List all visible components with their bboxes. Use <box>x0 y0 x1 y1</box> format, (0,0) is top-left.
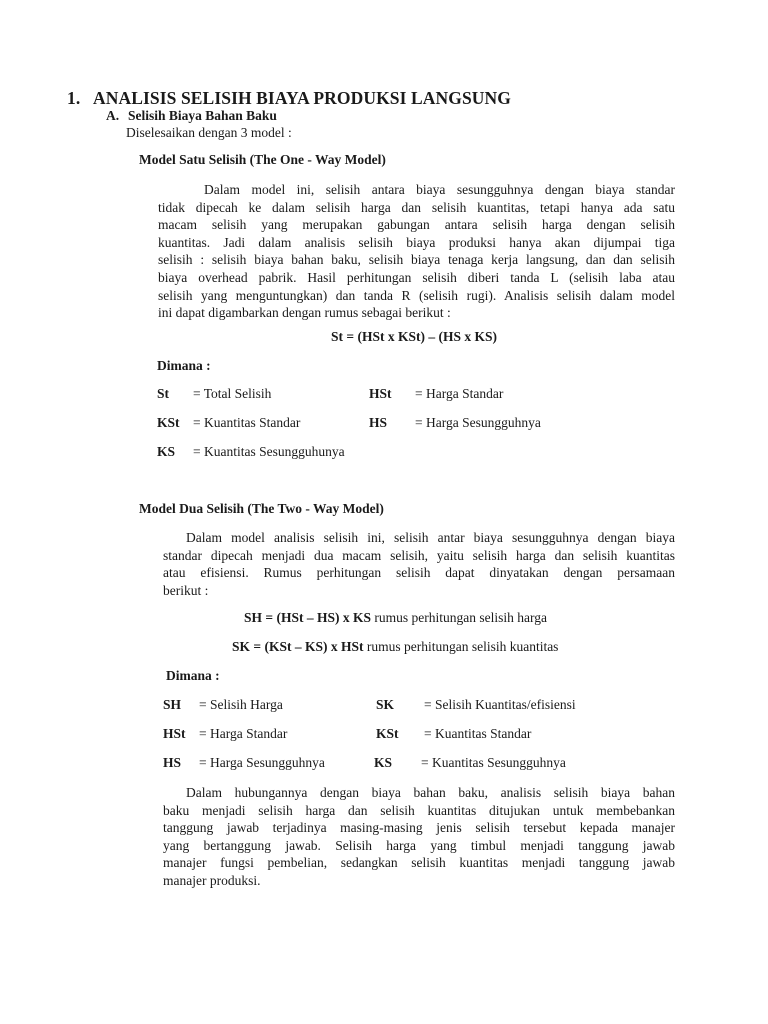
subsection-letter: A. <box>106 108 120 123</box>
paragraph-line: Dalam model analisis selisih ini, selisih antar biaya sesungguhnya dengan biaya <box>186 530 675 545</box>
paragraph-line: yang bertanggung jawab. Selisih harga yang timbul menjadi tanggung jawab <box>163 837 675 853</box>
def-term: HSt <box>163 726 186 741</box>
def-term: HS <box>163 755 182 770</box>
def-desc: = Harga Standar <box>415 386 504 401</box>
model-one-paragraph <box>158 181 675 322</box>
def-term: St <box>157 386 170 401</box>
def-term: SH <box>163 697 182 712</box>
paragraph-line: selisih yang menguntungkan) dan tanda R (selisih rugi). Analisis selisih dalam model <box>158 287 675 303</box>
paragraph-line: standar dipecah menjadi dua macam selisih, yaitu selisih harga dan selisih kuantitas <box>163 547 675 563</box>
intro-text: Diselesaikan dengan 3 model : <box>126 125 292 140</box>
subsection-title: Selisih Biaya Bahan Baku <box>128 108 277 123</box>
formula-expression: SK = (KSt – KS) x HSt <box>232 639 364 654</box>
paragraph-line: macam selisih yang merupakan gabungan antara selisih harga dengan selisih <box>158 217 675 233</box>
def-term: HSt <box>369 386 392 401</box>
formula-caption: rumus perhitungan selisih harga <box>370 610 547 625</box>
def-desc: = Total Selisih <box>193 386 272 401</box>
paragraph-line: ini dapat digambarkan dengan rumus sebagai berikut : <box>158 305 451 321</box>
model-two-paragraph <box>163 529 675 599</box>
model-one-formula: St = (HSt x KSt) – (HS x KS) <box>331 329 497 344</box>
paragraph-line: kuantitas. Jadi dalam analisis selisih biaya produksi hanya akan dijumpai tiga <box>158 234 675 250</box>
def-desc: = Kuantitas Standar <box>424 726 532 741</box>
def-desc: = Harga Sesungguhnya <box>199 755 325 770</box>
section-number: 1. <box>67 88 81 108</box>
def-term: SK <box>376 697 395 712</box>
paragraph-line: manajer fungsi pembelian, sedangkan selisih kuantitas menjadi tanggung jawab <box>163 855 675 871</box>
formula-expression: SH = (HSt – HS) x KS <box>244 610 371 625</box>
def-term: KSt <box>157 415 180 430</box>
paragraph-line: atau efisiensi. Rumus perhitungan selisih dapat dinyatakan dengan persamaan <box>163 565 675 581</box>
formula-kuantitas <box>232 639 558 655</box>
paragraph-line: Dalam hubungannya dengan biaya bahan baku, analisis selisih biaya bahan <box>186 785 675 800</box>
model-two-dimana: Dimana : <box>166 668 220 683</box>
def-desc: = Selisih Harga <box>199 697 283 712</box>
def-term: KSt <box>376 726 399 741</box>
def-term: KS <box>157 444 176 459</box>
def-desc: = Selisih Kuantitas/efisiensi <box>424 697 576 712</box>
model-one-title: Model Satu Selisih (The One - Way Model) <box>139 152 386 167</box>
model-two-title: Model Dua Selisih (The Two - Way Model) <box>139 501 384 516</box>
formula-harga <box>244 610 547 626</box>
def-term: KS <box>374 755 393 770</box>
paragraph-line: manajer produksi. <box>163 872 261 888</box>
section-title: ANALISIS SELISIH BIAYA PRODUKSI LANGSUNG <box>93 88 511 108</box>
paragraph-line: biaya overhead pabrik. Hasil perhitungan selisih diberi tanda L (selisih laba atau <box>158 269 675 285</box>
paragraph-line: Dalam model ini, selisih antara biaya sesungguhnya dengan biaya standar <box>204 182 675 197</box>
def-desc: = Harga Sesungguhnya <box>415 415 541 430</box>
paragraph-line: selisih : selisih biaya bahan baku, selisih biaya tenaga kerja langsung, dan dan selisih <box>158 252 675 268</box>
paragraph-line: berikut : <box>163 582 209 598</box>
model-one-dimana: Dimana : <box>157 358 211 373</box>
def-desc: = Kuantitas Standar <box>193 415 301 430</box>
paragraph-line: baku menjadi selisih harga dan selisih kuantitas ditujukan untuk membebankan <box>163 802 675 818</box>
model-two-closing-paragraph <box>163 784 675 890</box>
def-desc: = Harga Standar <box>199 726 288 741</box>
formula-caption: rumus perhitungan selisih kuantitas <box>363 639 559 654</box>
def-desc: = Kuantitas Sesungguhnya <box>421 755 566 770</box>
paragraph-line: tidak dipecah ke dalam selisih harga dan selisih kuantitas, tetapi hanya ada satu <box>158 199 675 215</box>
paragraph-line: tanggung jawab terjadinya masing-masing jenis selisih tersebut kepada manajer <box>163 820 675 836</box>
def-term: HS <box>369 415 388 430</box>
def-desc: = Kuantitas Sesungguhunya <box>193 444 345 459</box>
